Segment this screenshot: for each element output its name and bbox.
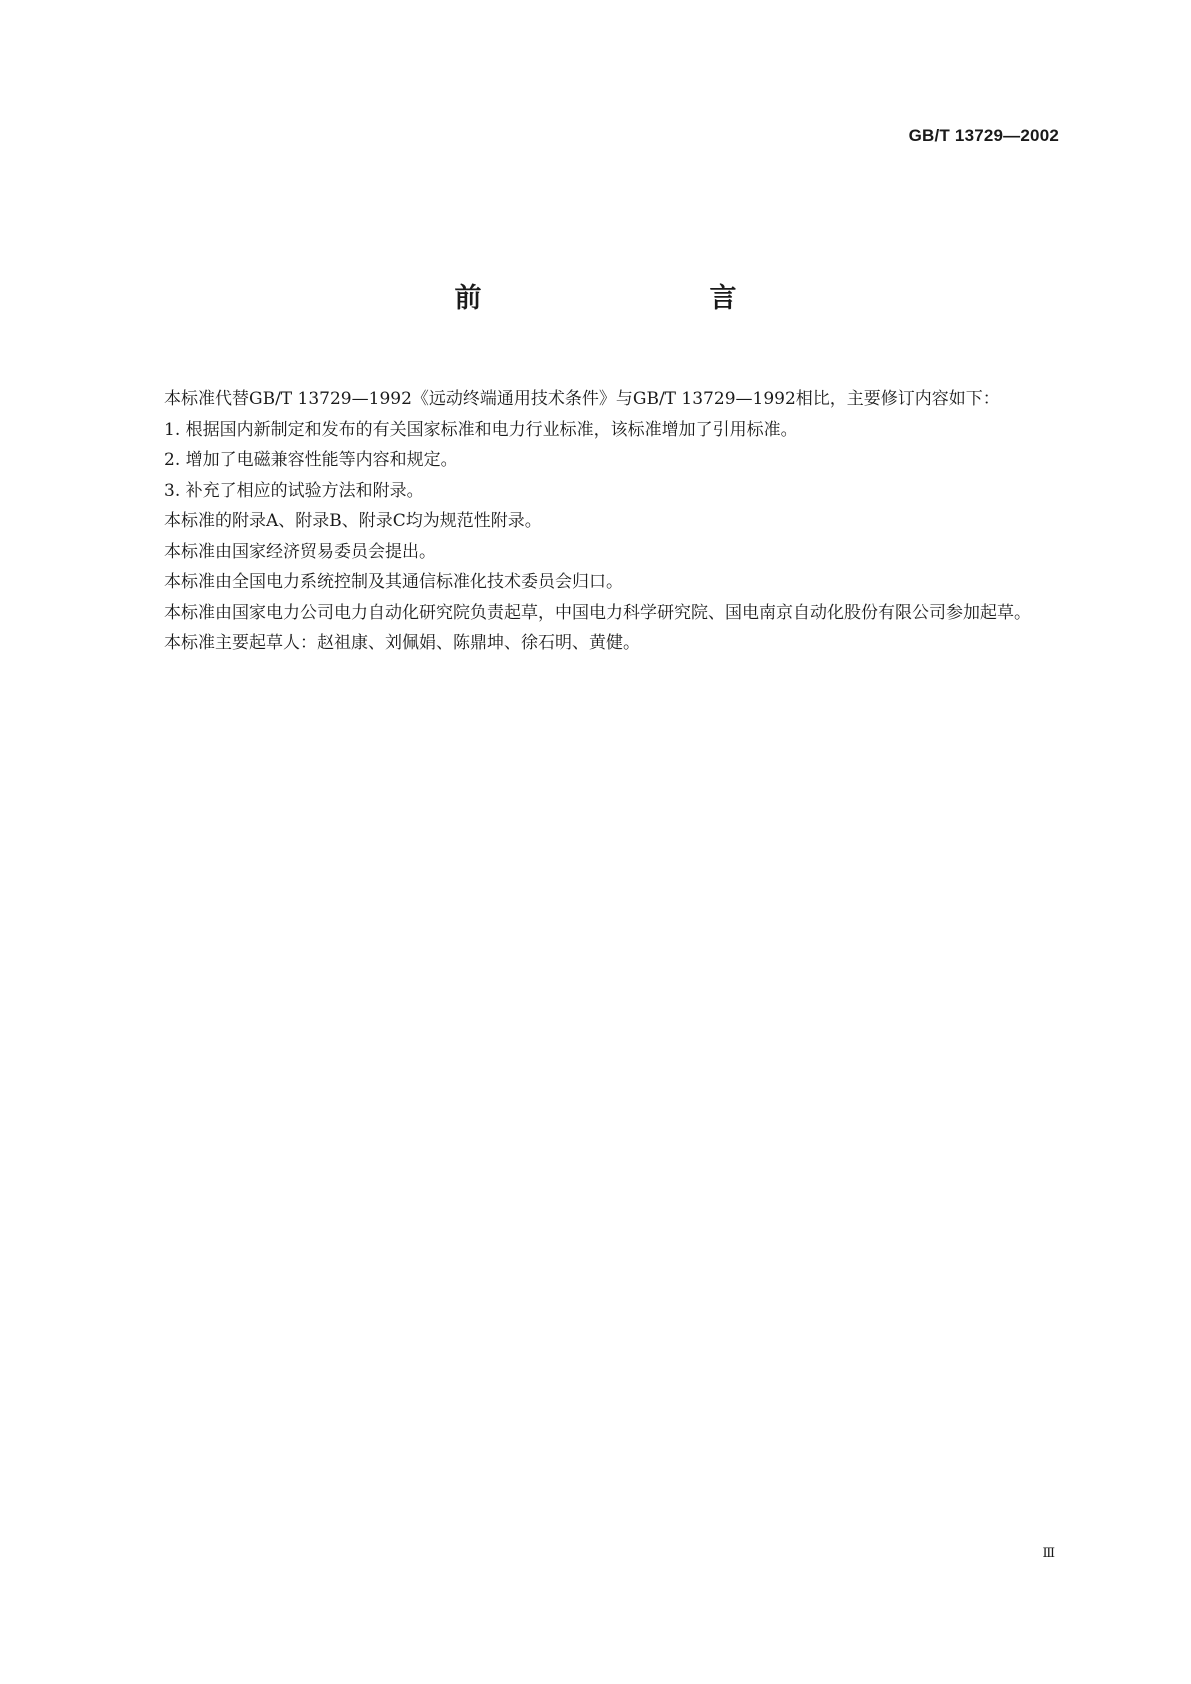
paragraph-drafting-organizations: 本标准由国家电力公司电力自动化研究院负责起草，中国电力科学研究院、国电南京自动化股份有限公司参加起草。 (164, 602, 1031, 623)
paragraph-item-2: 2. 增加了电磁兼容性能等内容和规定。 (164, 450, 458, 470)
standard-code: GB/T 13729—2002 (908, 126, 1059, 145)
foreword-body (130, 384, 1060, 659)
paragraph-drafters: 本标准主要起草人：赵祖康、刘佩娟、陈鼎坤、徐石明、黄健。 (164, 633, 640, 653)
paragraph-replacement: 本标准代替GB/T 13729—1992《远动终端通用技术条件》与GB/T 13729—1992相比，主要修订内容如下： (164, 389, 1000, 409)
paragraph-item-1: 1. 根据国内新制定和发布的有关国家标准和电力行业标准，该标准增加了引用标准。 (164, 419, 798, 440)
paragraph-proposer: 本标准由国家经济贸易委员会提出。 (164, 541, 436, 562)
page-number: Ⅲ (1042, 1546, 1055, 1561)
page-title: 前 言 (454, 283, 795, 314)
paragraph-item-3: 3. 补充了相应的试验方法和附录。 (164, 480, 424, 501)
paragraph-appendices: 本标准的附录A、附录B、附录C均为规范性附录。 (164, 511, 542, 531)
paragraph-technical-committee: 本标准由全国电力系统控制及其通信标准化技术委员会归口。 (164, 572, 623, 592)
